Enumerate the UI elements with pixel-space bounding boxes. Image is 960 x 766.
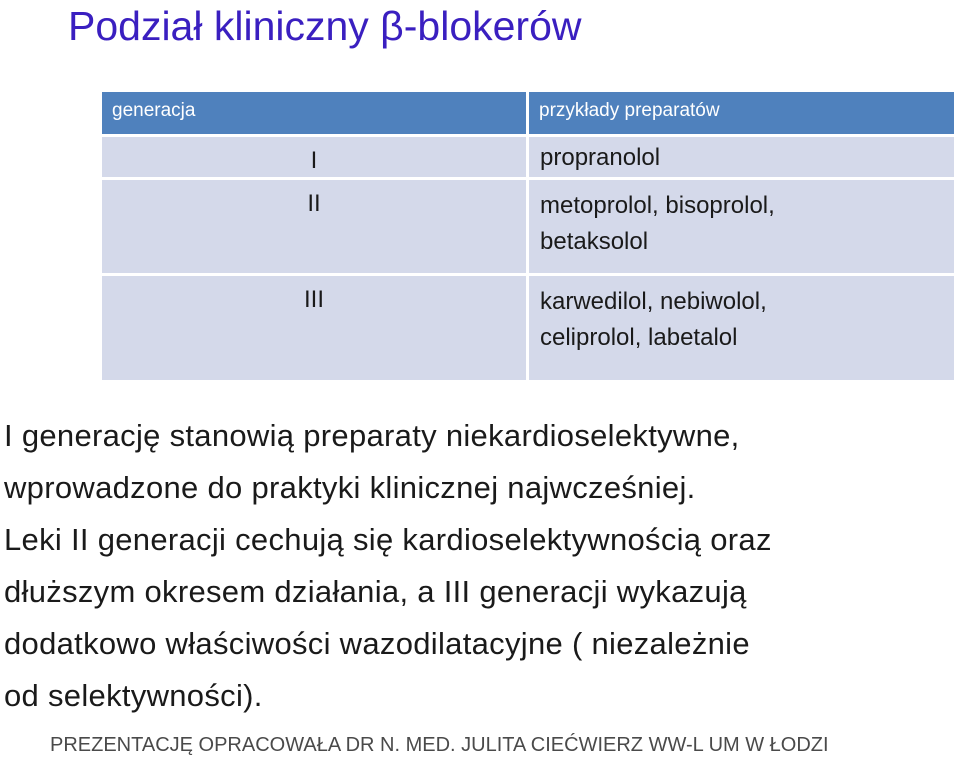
generation-cell: II <box>102 180 526 273</box>
drug-line: betaksolol <box>540 228 649 255</box>
description-paragraph <box>4 410 956 722</box>
header-generation: generacja <box>102 92 526 134</box>
description-line: dłuższym okresem działania, a III generacji wykazują <box>4 574 747 609</box>
drug-line: propranolol <box>540 144 661 171</box>
header-examples: przykłady preparatów <box>529 92 954 134</box>
description-line: Leki II generacji cechują się kardioselektywnością oraz <box>4 522 772 557</box>
description-line: dodatkowo właściwości wazodilatacyjne ( niezależnie <box>4 626 750 661</box>
drugs-cell <box>529 180 954 273</box>
generations-table <box>102 92 954 380</box>
footer-credit: PREZENTACJĘ OPRACOWAŁA DR N. MED. JULITA CIEĆWIERZ WW-L UM W ŁODZI <box>50 734 829 756</box>
drug-line: celiprolol, labetalol <box>540 324 738 351</box>
drugs-cell <box>529 137 954 177</box>
slide-title: Podział kliniczny β-blokerów <box>68 3 582 49</box>
generation-cell: III <box>102 276 526 380</box>
drug-line: metoprolol, bisoprolol, <box>540 192 775 219</box>
generation-cell: I <box>102 137 526 177</box>
drug-line: karwedilol, nebiwolol, <box>540 288 767 315</box>
description-line: od selektywności). <box>4 678 263 713</box>
description-line: wprowadzone do praktyki klinicznej najwcześniej. <box>4 470 696 505</box>
description-line: I generację stanowią preparaty niekardioselektywne, <box>4 418 740 453</box>
drugs-cell <box>529 276 954 380</box>
